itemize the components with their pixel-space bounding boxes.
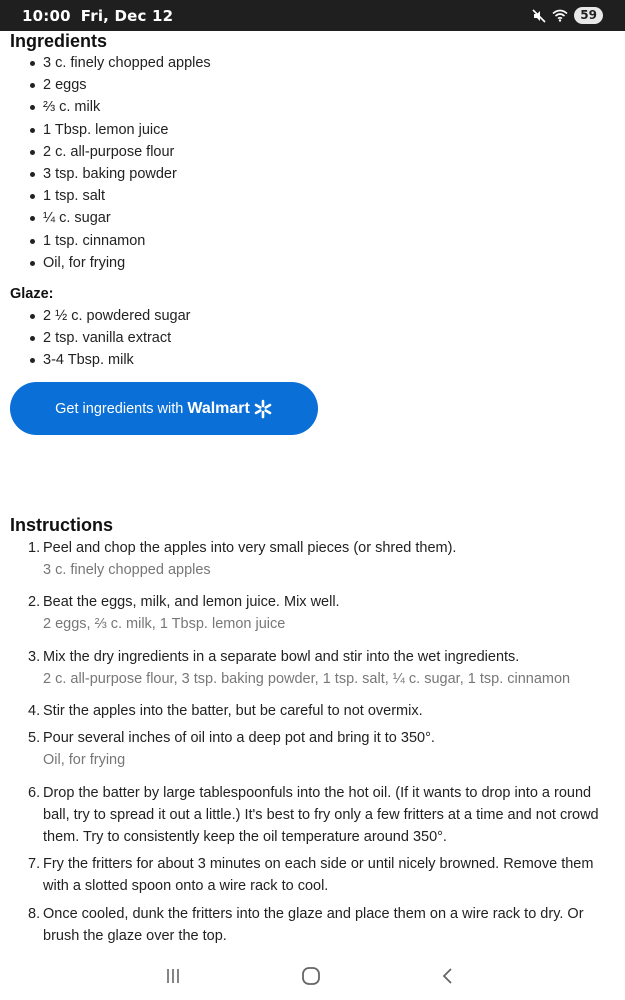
walmart-brand-text: Walmart bbox=[187, 399, 250, 417]
navigation-bar bbox=[0, 950, 625, 1000]
status-bar bbox=[0, 0, 625, 31]
instruction-step-1 bbox=[28, 537, 618, 581]
step-number: 4. bbox=[28, 703, 41, 719]
list-item: 1 tsp. salt bbox=[30, 185, 211, 207]
step-text: Peel and chop the apples into very small pieces (or shred them). bbox=[43, 540, 457, 556]
instruction-step-7 bbox=[28, 853, 618, 897]
list-item: 2 tsp. vanilla extract bbox=[30, 327, 191, 349]
status-date: Fri, Dec 12 bbox=[80, 6, 174, 25]
glaze-heading: Glaze: bbox=[10, 286, 54, 302]
step-number: 3. bbox=[28, 649, 41, 665]
step-text: Once cooled, dunk the fritters into the glaze and place them on a wire rack to dry. Or brush the glaze over the top. bbox=[43, 906, 584, 944]
step-text: Drop the batter by large tablespoonfuls into the hot oil. (If it wants to drop into a round ball, try to spread it out a little.) It's best to fry only a few fritters at a time and not crowd them. Try to consistently keep the oil temperature around 350°. bbox=[43, 785, 599, 845]
recent-apps-icon bbox=[164, 967, 182, 985]
recipe-content bbox=[0, 31, 625, 950]
ingredients-heading: Ingredients bbox=[10, 31, 108, 51]
list-item: 3 c. finely chopped apples bbox=[30, 52, 211, 74]
recent-apps-button[interactable] bbox=[158, 964, 188, 988]
list-item: ⅔ c. milk bbox=[30, 96, 211, 118]
step-ingredients: 2 c. all-purpose flour, 3 tsp. baking powder, 1 tsp. salt, ¼ c. sugar, 1 tsp. cinnamon bbox=[43, 671, 571, 687]
mute-icon bbox=[532, 9, 546, 23]
home-icon bbox=[301, 966, 321, 986]
battery-indicator: 59 bbox=[574, 7, 603, 24]
step-ingredients: 2 eggs, ⅔ c. milk, 1 Tbsp. lemon juice bbox=[43, 616, 286, 632]
instructions-heading: Instructions bbox=[10, 515, 114, 535]
list-item: 3 tsp. baking powder bbox=[30, 163, 211, 185]
step-text: Pour several inches of oil into a deep pot and bring it to 350°. bbox=[43, 730, 435, 746]
walmart-spark-icon bbox=[253, 399, 273, 419]
ingredients-list bbox=[30, 52, 211, 274]
home-button[interactable] bbox=[296, 964, 326, 988]
wifi-icon bbox=[552, 9, 568, 22]
step-number: 8. bbox=[28, 906, 41, 922]
step-text: Beat the eggs, milk, and lemon juice. Mix well. bbox=[43, 594, 340, 610]
back-button[interactable] bbox=[433, 964, 463, 988]
status-time: 10:00 bbox=[22, 6, 71, 25]
list-item: 2 ½ c. powdered sugar bbox=[30, 305, 191, 327]
step-ingredients: Oil, for frying bbox=[43, 752, 126, 768]
status-icons bbox=[532, 7, 603, 24]
instruction-step-2 bbox=[28, 591, 618, 635]
instruction-step-3 bbox=[28, 646, 618, 690]
walmart-button-label: Get ingredients with bbox=[55, 400, 184, 417]
step-text: Fry the fritters for about 3 minutes on each side or until nicely browned. Remove them with a slotted spoon onto a wire rack to cool. bbox=[43, 856, 594, 894]
status-time-date bbox=[22, 7, 183, 25]
instruction-step-8 bbox=[28, 903, 618, 947]
list-item: 1 Tbsp. lemon juice bbox=[30, 119, 211, 141]
step-text: Mix the dry ingredients in a separate bowl and stir into the wet ingredients. bbox=[43, 649, 520, 665]
list-item: 2 c. all-purpose flour bbox=[30, 141, 211, 163]
step-number: 1. bbox=[28, 540, 41, 556]
list-item: Oil, for frying bbox=[30, 252, 211, 274]
list-item: 1 tsp. cinnamon bbox=[30, 230, 211, 252]
list-item: 2 eggs bbox=[30, 74, 211, 96]
step-ingredients: 3 c. finely chopped apples bbox=[43, 562, 211, 578]
instruction-step-5 bbox=[28, 727, 618, 771]
step-number: 7. bbox=[28, 856, 41, 872]
instruction-step-6 bbox=[28, 782, 618, 848]
step-text: Stir the apples into the batter, but be careful to not overmix. bbox=[43, 703, 423, 719]
step-number: 5. bbox=[28, 730, 41, 746]
back-icon bbox=[440, 967, 456, 985]
step-number: 2. bbox=[28, 594, 41, 610]
list-item: ¼ c. sugar bbox=[30, 207, 211, 229]
glaze-list bbox=[30, 305, 191, 372]
list-item: 3-4 Tbsp. milk bbox=[30, 349, 191, 371]
instruction-step-4 bbox=[28, 700, 618, 722]
get-ingredients-walmart-button[interactable] bbox=[10, 382, 318, 435]
step-number: 6. bbox=[28, 785, 41, 801]
